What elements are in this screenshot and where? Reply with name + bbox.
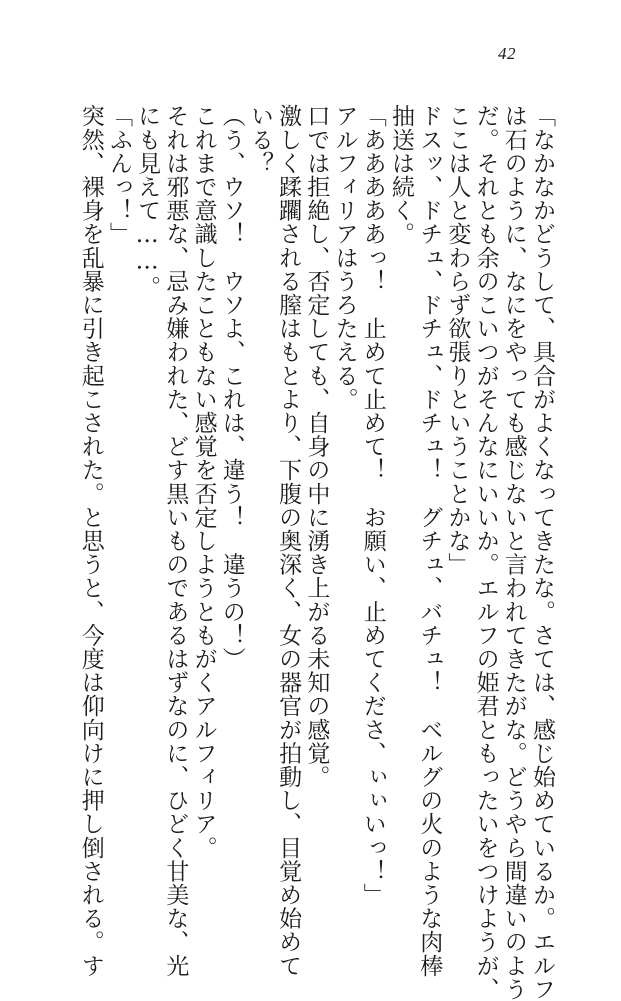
text-line: これまで意識したこともない感覚を否定しようともがくアルフィリア。	[190, 104, 217, 860]
text-line: ドスッ、ドチュ、ドチュ、ドチュ！ グチュ、バチュ！ ベルグの火のような肉棒	[416, 104, 443, 978]
text-line: 「なかなかどうして、具合がよくなってきたな。さては、感じ始めているか。エルフ	[529, 104, 555, 1001]
page-number: 42	[498, 44, 516, 63]
text-line: （う、ウソ！ ウソよ、これは、違う！ 違うの！）	[218, 104, 245, 671]
text-line: 口では拒絶し、否定しても、自身の中に湧き上がる未知の感覚。	[303, 104, 330, 789]
text-line: 「あああああっ！ 止めて止めて！ お願い、止めてくださ、ぃぃいっ！」	[359, 104, 386, 907]
text-line: は石のように、なにをやっても感じないと言われてきたがな。どうやら間違いのよう	[500, 104, 527, 1001]
text-line: 「ふんっ！」	[105, 104, 132, 246]
text-line: 抽送は続く。	[387, 104, 414, 246]
text-line: いる？	[246, 104, 273, 175]
text-line: アルフィリアはうろたえる。	[331, 104, 358, 411]
body-text	[74, 104, 556, 1001]
text-line: ここは人と変わらず欲張りということかな」	[444, 104, 471, 576]
text-line: 突然、裸身を乱暴に引き起こされた。と思うと、今度は仰向けに押し倒される。す	[77, 104, 104, 978]
text-line: にも見えて……。	[134, 104, 161, 299]
text-line: それは邪悪な、忌み嫌われた、どす黒いものであるはずなのに、ひどく甘美な、光	[162, 104, 189, 978]
text-line: 激しく蹂躙される膣はもとより、下腹の奥深く、女の器官が拍動し、目覚め始めて	[275, 104, 302, 978]
text-line: だ。それとも余のこいつがそんなにいいか。エルフの姫君ともったいをつけようが、	[472, 104, 499, 1001]
